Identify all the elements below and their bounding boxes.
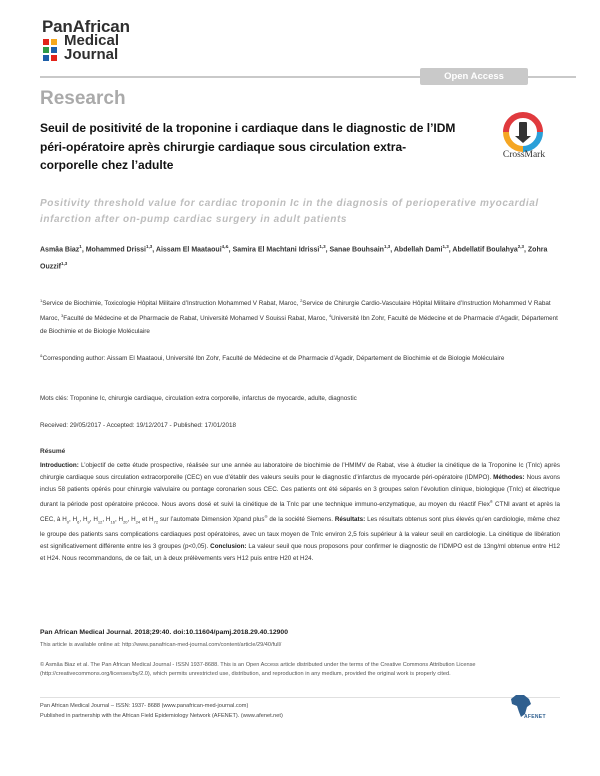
- affiliation-4: Université Ibn Zohr, Faculté de Médecine et de Pharmacie d’Agadir, Département de Biochimie et de Biologie Moléculaire: [40, 315, 558, 335]
- affiliations: $^1$Service de Biochimie, Toxicologie Hôpital Militaire d’Instruction Mohammed V Rabat, Maroc, $^2$Service de Chirurgie Cardio-Vasculaire Hôpital Militaire d’Instruction Mohammed V Rabat Maroc, $^3$Faculté de Médecine et de Pharmacie de Rabat, Université Mohamed V Souissi Rabat, Maroc, $^4$Université Ibn Zohr, Faculté de Médecine et de Pharmacie d’Agadir, Département de Biochimie et de Biologie Moléculaire: [40, 298, 558, 335]
- abstract-conclusion: La valeur seuil que nous proposons pour confirmer le diagnostic de l’IDMPO est de 13ng/ml obtenue entre H12 et H24. Nous recommandons, de ce fait, un à deux prélèvements vers H12 puis entre H20 et H24.: [40, 543, 560, 563]
- logo-square-icon: [43, 39, 49, 45]
- footer-rule: [40, 697, 560, 698]
- author-affil-sup: 1: [79, 244, 82, 249]
- section-label: Research: [40, 88, 126, 109]
- article-title-en: Positivity threshold value for cardiac troponin Ic in the diagnosis of perioperative myocardial infarction after on-pump cardiac surgery in adult patients: [40, 198, 539, 225]
- author-affil-sup: 1,3: [146, 244, 153, 249]
- abstract-conclusion-label: Conclusion:: [210, 543, 247, 550]
- abstract-methods: Nous avons inclus 58 patients opérés pour chirurgie valvulaire ou pontage coronarien sous CEC. Ces patients ont été séparés en 3 groupes selon l’évolution clinique, biologique (TnIc) et électrique durant la période post opératoire précoce. Nous avons dosé et suivi la cinétique de la TnIc par une technique immuno-enzymatique, au moyen du réactif Flex: [40, 474, 560, 509]
- logo-square-icon: [43, 55, 49, 61]
- logo-square-icon: [51, 47, 57, 53]
- author-name[interactable]: Zohra Ouzzif: [40, 246, 548, 271]
- footer-issn: Pan African Medical Journal – ISSN: 1937- 8688 (www.panafrican-med-journal.com): [40, 703, 249, 709]
- author-name[interactable]: Mohammed Drissi: [85, 246, 146, 254]
- author-list: Asmâa Biaz$^1$, Mohammed Drissi$^{1,3}$, Aissam El Maataoui$^{4,\&}$, Samira El Machtani Idrissi$^{1,3}$, Sanae Bouhsain$^{1,3}$, Abdellah Dami$^{1,3}$, Abdellatif Boulahya$^{2,3}$, Zohra Ouzzif$^{1,3}$: [40, 244, 548, 271]
- abstract-intro: L’objectif de cette étude prospective, réalisée sur une année au laboratoire de biochimie de l’HMIMV de Rabat, vise à étudier la cinétique de la Troponine Ic (TnIc) après chirurgie cardiaque sous circulation extracorporelle (CEC) en vue d’établir des valeurs seuils pour le diagnostic d’infarctus de myocarde péri-opératoire (IDMPO).: [40, 462, 560, 482]
- author-name[interactable]: Samira El Machtani Idrissi: [232, 246, 320, 254]
- afenet-logo: [508, 694, 560, 722]
- publication-dates: Received: 29/05/2017 - Accepted: 19/12/2017 - Published: 17/01/2018: [40, 422, 237, 429]
- abstract-intro-label: Introduction:: [40, 462, 79, 469]
- author-name[interactable]: Asmâa Biaz: [40, 246, 80, 254]
- footer-partnership: Published in partnership with the African Field Epidemiology Network (AFENET). (www.afenet.net): [40, 713, 283, 719]
- abstract-results: Les résultats obtenus sont plus élevés qu’en cardiologie, même chez le groupe des patients sans complications cardiaques post opératoires, avec un taux moyen de TnIc environ 2,5 fois supérieur à la valeur seuil en cardiologie. La cinétique de libération est significativement différente entre les 3 groupes (p<0,05).: [40, 516, 561, 550]
- citation: Pan African Medical Journal. 2018;29:40. doi:10.11604/pamj.2018.29.40.12900: [40, 629, 288, 636]
- abstract-results-label: Résultats:: [334, 516, 366, 524]
- abstract-methods-cont3: de la société Siemens.: [267, 516, 335, 524]
- logo-square-icon: [51, 39, 57, 45]
- available-online-link[interactable]: This article is available online at: http://www.panafrican-med-journal.com/content/article/29/40/full/: [40, 642, 282, 648]
- logo-line-3: Journal: [64, 46, 119, 63]
- article-title-fr: Seuil de positivité de la troponine i cardiaque dans le diagnostic de l’IDM péri-opératoire après chirurgie cardiaque sous circulation extra-corporelle chez l’adulte: [40, 121, 456, 172]
- keywords: Mots clés: Troponine Ic, chirurgie cardiaque, circulation extra corporelle, infarctus de myocarde, adulte, diagnostic: [40, 395, 357, 402]
- author-name[interactable]: Abdellatif Boulahya: [452, 246, 518, 254]
- author-affil-sup: 2,3: [517, 244, 524, 249]
- abstract-body: Introduction: L’objectif de cette étude prospective, réalisée sur une année au laboratoire de biochimie de l’HMIMV de Rabat, vise à étudier la cinétique de la Troponine Ic (TnIc) après chirurgie cardiaque sous circulation extracorporelle (CEC) en vue d’établir des valeurs seuils pour le diagnostic d’infarctus de myocarde péri-opératoire (IDMPO). Méthodes: Nous avons inclus 58 patients opérés pour chirurgie valvulaire ou pontage coronarien sous CEC. Ces patients ont été séparés en 3 groupes selon l’évolution clinique, biologique (TnIc) et électrique durant la période post opératoire précoce. Nous avons dosé et suivi la cinétique de la TnIc par une technique immuno-enzymatique, au moyen du réactif Flex® CTNI avant et après la CEC, à $H_0$, $H_6$, $H_9$, $H_{12}$, $H_{16}$, $H_{20}$, $H_{24}$ et $H_{72}$ sur l’automate Dimension Xpand plus® de la société Siemens. Résultats: Les résultats obtenus sont plus élevés qu’en cardiologie, même chez le groupe des patients sans complications cardiaques post opératoires, avec un taux moyen de TnIc environ 2,5 fois supérieur à la valeur seuil en cardiologie. La cinétique de libération est significativement différente entre les 3 groupes (p<0,05). Conclusion: La valeur seuil que nous proposons pour confirmer le diagnostic de l’IDMPO est de 13ng/ml obtenue entre H12 et H24. Nous recommandons, de ce fait, un à deux prélèvements vers H12 puis entre H20 et H24.: [40, 462, 561, 563]
- author-affil-sup: 1,3: [383, 244, 391, 249]
- crossmark-icon: [498, 112, 548, 152]
- author-affil-sup: 1,3: [61, 261, 68, 267]
- logo-line-1: PanAfrican: [42, 17, 130, 36]
- affiliation-2: Service de Chirurgie Cardio-Vasculaire Hôpital Militaire d’Instruction Mohammed V Rabat Maroc,: [40, 300, 551, 323]
- abstract-heading: Résumé: [40, 448, 66, 455]
- afenet-label: AFENET: [524, 714, 546, 720]
- crossmark-badge[interactable]: [498, 112, 548, 168]
- abstract-methods-cont: CTNI avant et après la CEC, à H: [40, 501, 561, 524]
- author-affil-sup: 1,3: [442, 244, 449, 249]
- open-access-badge: Open Access: [420, 68, 528, 85]
- author-name[interactable]: Aissam El Maataoui: [155, 246, 222, 254]
- affiliation-3: Faculté de Médecine et de Pharmacie de Rabat, Université Mohamed V Souissi Rabat, Maroc,: [63, 315, 329, 323]
- abstract-methods-label: Méthodes:: [493, 474, 525, 482]
- author-affil-sup: 4,&: [221, 244, 229, 249]
- logo-square-icon: [51, 55, 57, 61]
- author-affil-sup: 1,3: [319, 244, 326, 249]
- author-name[interactable]: Sanae Bouhsain: [329, 246, 384, 254]
- corresponding-author: &Corresponding author: Aissam El Maataoui, Université Ibn Zohr, Faculté de Médecine et de Pharmacie d’Agadir, Département de Biochimie et de Biologie Moléculaire: [40, 353, 505, 363]
- corresponding-author-text: Corresponding author: Aissam El Maataoui, Université Ibn Zohr, Faculté de Médecine et de Pharmacie d’Agadir, Département de Biochimie et de Biologie Moléculaire: [42, 355, 505, 363]
- logo-line-2: Medical: [64, 32, 120, 49]
- author-name[interactable]: Abdellah Dami: [393, 246, 443, 254]
- logo-square-icon: [43, 47, 49, 53]
- abstract-methods-cont2: sur l’automate Dimension Xpand plus: [158, 516, 265, 524]
- license-text: © Asmâa Biaz et al. The Pan African Medical Journal - ISSN 1937-8688. This is an Open Access article distributed under the terms of the Creative Commons Attribution License (http://creativecommons.org/licenses/by/2.0), which permits unrestricted use, distribution, and reproduction in any medium, provided the original work is properly cited.: [40, 662, 476, 677]
- journal-logo: [36, 17, 156, 63]
- affiliation-1: Service de Biochimie, Toxicologie Hôpital Militaire d’Instruction Mohammed V Rabat, Maroc,: [42, 300, 301, 308]
- crossmark-label: CrossMark: [502, 150, 546, 160]
